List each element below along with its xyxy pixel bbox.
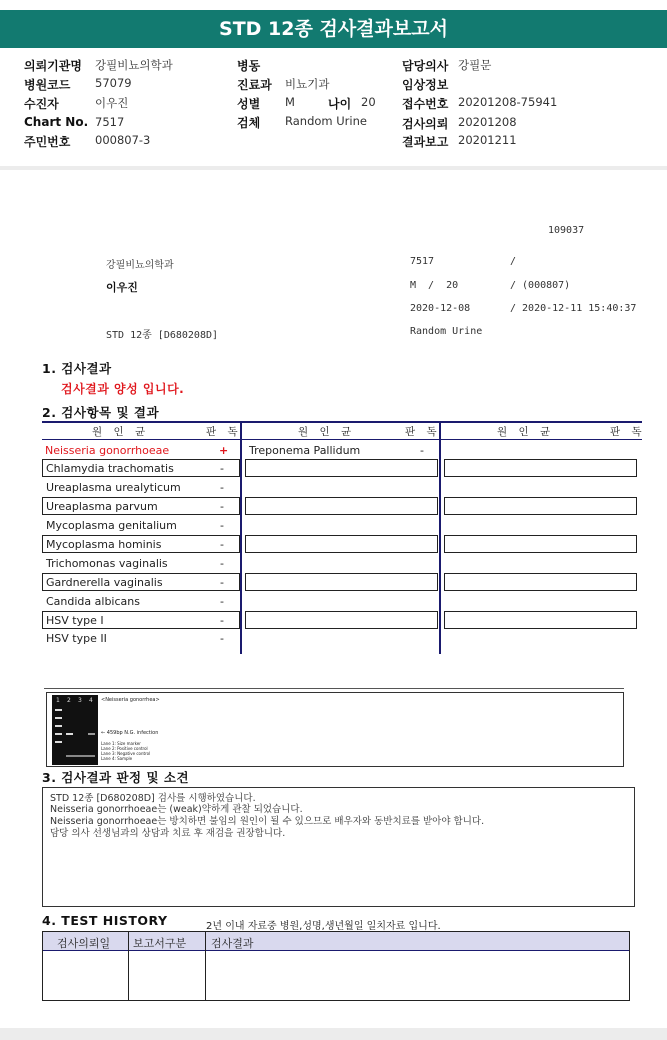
row-box — [444, 535, 637, 553]
item-name: Candida albicans — [46, 595, 140, 608]
label-resident-no: 주민번호 — [24, 135, 71, 149]
value-department: 비뇨기과 — [285, 77, 330, 91]
opinion-line: Neisseria gonorrhoeae는 방치하면 불임의 원인이 될 수 있으므로 배우자와 동반치료를 받아야 합니다. — [50, 816, 485, 827]
value-specimen: Random Urine — [285, 114, 367, 128]
report-header — [0, 0, 667, 166]
report-chart: 7517 — [410, 256, 435, 267]
item-result: - — [220, 538, 224, 551]
gel-band — [55, 717, 62, 719]
label-institution: 의뢰기관명 — [24, 59, 82, 73]
value-report-date: 20201211 — [458, 133, 517, 147]
col3-pathogen-header: 원 인 균 — [497, 426, 555, 438]
label-doctor: 담당의사 — [402, 59, 449, 73]
value-sex: M — [285, 95, 295, 109]
row-box — [245, 459, 438, 477]
gel-rule — [44, 688, 624, 689]
label-report-date: 결과보고 — [402, 135, 449, 149]
label-department: 진료과 — [237, 78, 272, 92]
item-result: - — [220, 595, 224, 608]
item-result: - — [220, 614, 224, 627]
row-box — [245, 573, 438, 591]
col2-judge-header: 판 독 — [405, 426, 441, 438]
report-patient: 이우진 — [106, 281, 138, 294]
gel-legend: Lane 4: Sample — [101, 756, 133, 761]
lane-label: 2 — [67, 697, 71, 704]
label-clinical-info: 임상정보 — [402, 78, 449, 92]
item-result: - — [420, 444, 424, 457]
value-doctor: 강필문 — [458, 58, 492, 72]
gel-image — [52, 695, 98, 765]
gel-band — [55, 741, 62, 743]
label-hospital-code: 병원코드 — [24, 78, 71, 92]
report-date-received: 2020-12-08 — [410, 303, 471, 314]
gel-band — [66, 733, 73, 735]
label-chart-no: Chart No. — [24, 115, 89, 129]
gel-band — [55, 725, 62, 727]
row-box — [444, 611, 637, 629]
label-patient: 수진자 — [24, 97, 59, 111]
row-box — [444, 459, 637, 477]
gel-legend: Lane 3: Negative control — [101, 751, 151, 756]
report-specimen: Random Urine — [410, 326, 483, 337]
section-1-title: 1. 검사결과 — [42, 361, 112, 376]
value-request-date: 20201208 — [458, 115, 517, 129]
gel-band-label: ← 459bp N.G. infection — [101, 730, 159, 736]
report-number: 109037 — [548, 225, 585, 236]
item-name: Treponema Pallidum — [249, 444, 361, 457]
row-box — [245, 611, 438, 629]
item-result: + — [219, 444, 229, 457]
value-receipt-no: 20201208-75941 — [458, 95, 558, 109]
value-chart-no: 7517 — [95, 115, 125, 129]
col3-judge-header: 판 독 — [610, 426, 646, 438]
report-test-name: STD 12종 [D680208D] — [106, 330, 219, 341]
item-name: Neisseria gonorrhoeae — [45, 444, 170, 457]
label-sex: 성별 — [237, 97, 261, 111]
gel-legend: Lane 1: Size marker — [101, 741, 141, 746]
history-col-divider — [205, 932, 206, 1000]
history-table — [42, 931, 630, 1001]
gel-title: <Neisseria gonorrhea> — [101, 697, 160, 703]
item-result: - — [220, 481, 224, 494]
gel-band — [55, 733, 62, 735]
opinion-line: Neisseria gonorrhoeae는 (weak)약하게 관찰 되었습니다. — [50, 804, 303, 815]
item-name: Chlamydia trachomatis — [46, 462, 174, 475]
history-header-row — [43, 932, 629, 951]
history-header-request-date: 검사의뢰일 — [57, 937, 111, 950]
item-name: Trichomonas vaginalis — [46, 557, 168, 570]
history-header-report-type: 보고서구분 — [133, 937, 187, 950]
table-head-rule — [42, 439, 642, 440]
lane-label: 3 — [78, 697, 82, 704]
row-box — [245, 497, 438, 515]
report-slash: / — [510, 256, 517, 267]
lane-label: 4 — [89, 697, 93, 704]
row-box — [245, 535, 438, 553]
opinion-line: STD 12종 [D680208D] 검사를 시행하였습니다. — [50, 793, 256, 804]
report-title: STD 12종 검사결과보고서 — [0, 10, 667, 48]
item-result: - — [220, 519, 224, 532]
col1-pathogen-header: 원 인 균 — [92, 426, 150, 438]
label-specimen: 검체 — [237, 116, 261, 130]
table-divider-1 — [240, 421, 242, 654]
item-result: - — [220, 576, 224, 589]
report-hospital: 강필비뇨의학과 — [106, 260, 174, 271]
item-name: HSV type I — [46, 614, 104, 627]
section-4-title: 4. TEST HISTORY — [42, 913, 168, 928]
item-result: - — [220, 462, 224, 475]
value-age: 20 — [361, 95, 376, 109]
history-header-result: 검사결과 — [211, 937, 254, 950]
report-sex-age: M / 20 — [410, 280, 459, 291]
item-result: - — [220, 632, 224, 645]
label-age: 나이 — [328, 97, 352, 111]
value-hospital-code: 57079 — [95, 76, 132, 90]
positive-result-text: 검사결과 양성 입니다. — [61, 382, 185, 396]
value-patient: 이우진 — [95, 96, 129, 110]
item-result: - — [220, 500, 224, 513]
row-box — [444, 573, 637, 591]
table-divider-2 — [439, 421, 441, 654]
history-note: 2년 이내 자료중 병원,성명,생년월일 일치자료 입니다. — [206, 921, 441, 932]
gel-band — [55, 709, 62, 711]
section-3-title: 3. 검사결과 판정 및 소견 — [42, 770, 190, 785]
col1-judge-header: 판 독 — [206, 426, 242, 438]
label-receipt-no: 접수번호 — [402, 97, 449, 111]
value-resident-no: 000807-3 — [95, 133, 151, 147]
item-name: Ureaplasma urealyticum — [46, 481, 181, 494]
label-request-date: 검사의뢰 — [402, 117, 449, 131]
gel-band — [66, 755, 95, 757]
row-box — [444, 497, 637, 515]
label-ward: 병동 — [237, 59, 261, 73]
item-name: Mycoplasma genitalium — [46, 519, 177, 532]
item-name: HSV type II — [46, 632, 107, 645]
item-result: - — [220, 557, 224, 570]
gel-legend: Lane 2: Positive control — [101, 746, 148, 751]
item-name: Mycoplasma hominis — [46, 538, 162, 551]
opinion-line: 담당 의사 선생님과의 상담과 치료 후 재검을 권장합니다. — [50, 828, 286, 839]
report-birth: / (000807) — [510, 280, 571, 291]
value-institution: 강필비뇨의학과 — [95, 58, 173, 72]
item-name: Ureaplasma parvum — [46, 500, 158, 513]
gel-band — [88, 733, 95, 735]
report-date-reported: / 2020-12-11 15:40:37 — [510, 303, 637, 314]
section-2-title: 2. 검사항목 및 결과 — [42, 405, 160, 420]
lane-label: 1 — [56, 697, 60, 704]
col2-pathogen-header: 원 인 균 — [298, 426, 356, 438]
item-name: Gardnerella vaginalis — [46, 576, 163, 589]
history-col-divider — [128, 932, 129, 1000]
table-top-rule — [42, 421, 642, 423]
